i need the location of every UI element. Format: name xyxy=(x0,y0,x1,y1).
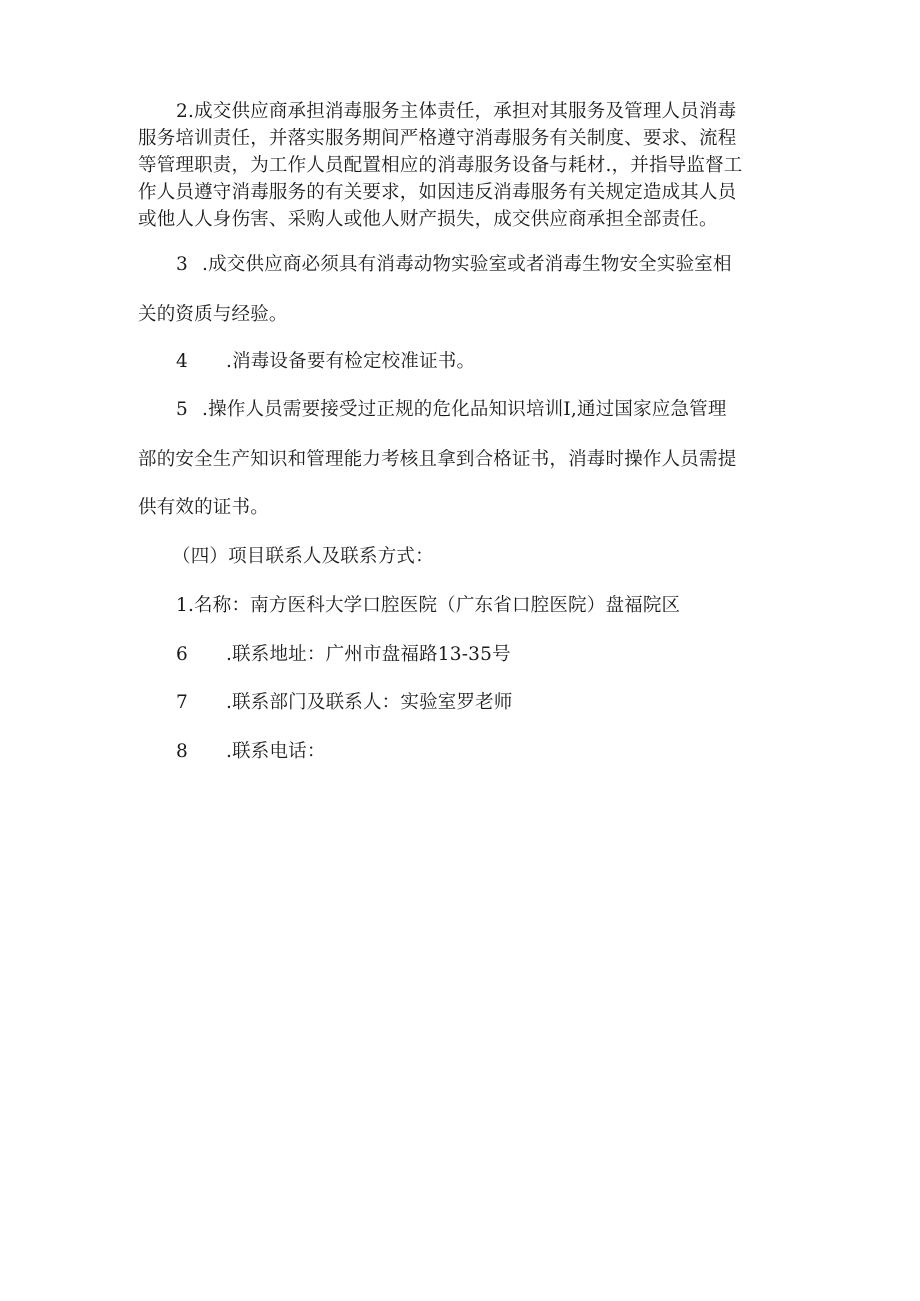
section-4-heading: （四）项目联系人及联系方式： xyxy=(172,546,434,567)
item-2-line-4: 作人员遵守消毒服务的有关要求，如因违反消毒服务有关规定造成其人员 xyxy=(138,182,737,203)
item-5-number: 5 xyxy=(176,399,188,420)
contact-phone-number: 8 xyxy=(176,741,188,762)
item-5-text: .操作人员需要接受过正规的危化品知识培训I,通过国家应急管理 xyxy=(202,399,727,420)
item-2-line-5: 或他人人身伤害、采购人或他人财产损失，成交供应商承担全部责任。 xyxy=(138,209,718,230)
contact-department-text: .联系部门及联系人：实验室罗老师 xyxy=(226,692,513,713)
item-2-line-2: 服务培训责任，并落实服务期间严格遵守消毒服务有关制度、要求、流程 xyxy=(138,128,737,149)
item-5-line-2: 部的安全生产知识和管理能力考核且拿到合格证书，消毒时操作人员需提 xyxy=(138,449,737,470)
paragraph-item-2 xyxy=(138,98,788,233)
contact-address-text: .联系地址：广州市盘福路13-35号 xyxy=(226,644,511,665)
item-4-number: 4 xyxy=(176,351,188,372)
item-4-line xyxy=(138,350,826,374)
item-3-number: 3 xyxy=(176,254,188,275)
item-2-line-1: 2.成交供应商承担消毒服务主体责任，承担对其服务及管理人员消毒 xyxy=(176,101,737,122)
item-4-text: .消毒设备要有检定校准证书。 xyxy=(226,351,476,372)
contact-department-number: 7 xyxy=(176,692,188,713)
contact-department-line xyxy=(138,691,826,715)
contact-phone-text: .联系电话： xyxy=(226,741,326,762)
contact-name-line: 1.名称：南方医科大学口腔医院（广东省口腔医院）盘福院区 xyxy=(176,595,681,616)
item-3-line-1 xyxy=(138,253,826,277)
contact-address-number: 6 xyxy=(176,644,188,665)
item-3-text: .成交供应商必须具有消毒动物实验室或者消毒生物安全实验室相 xyxy=(202,254,732,275)
item-5-line-1 xyxy=(138,398,826,422)
contact-phone-line xyxy=(138,740,826,764)
item-3-line-2: 关的资质与经验。 xyxy=(138,304,288,325)
item-5-line-3: 供有效的证书。 xyxy=(138,497,269,518)
item-2-line-3: 等管理职责，为工作人员配置相应的消毒服务设备与耗材.，并指导监督工 xyxy=(138,155,743,176)
contact-address-line xyxy=(138,643,826,667)
